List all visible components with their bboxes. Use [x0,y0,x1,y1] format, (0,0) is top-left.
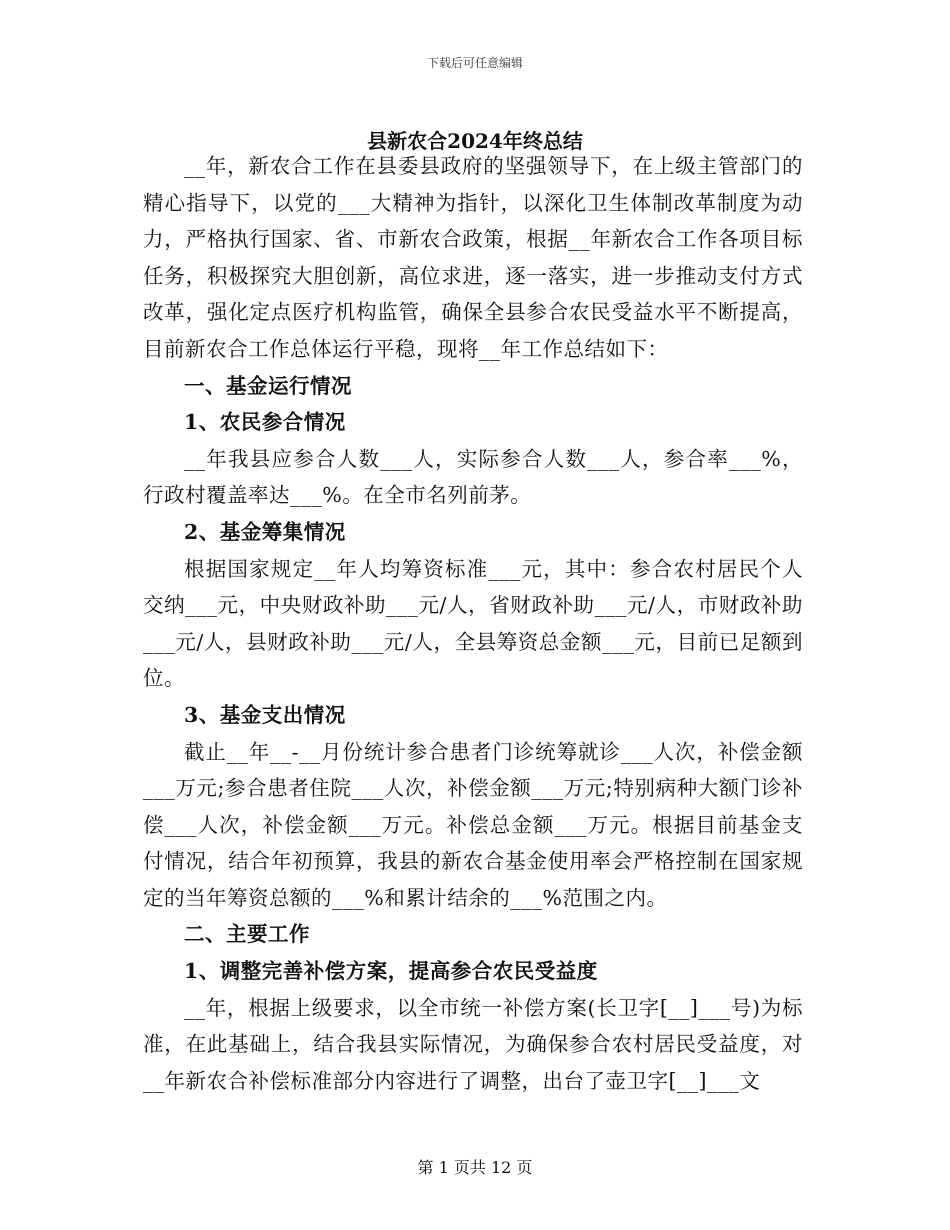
subsection-heading-fundraising: 2、基金筹集情况 [184,519,346,544]
participation-paragraph: __年我县应参合人数___人，实际参合人数___人，参合率___%，行政村覆盖率达___%。在全市名列前茅。 [143,446,803,508]
subsection-heading-expenditure: 3、基金支出情况 [184,702,346,727]
intro-paragraph: __年，新农合工作在县委县政府的坚强领导下，在上级主管部门的精心指导下，以党的___大精神为指针，以深化卫生体制改革制度为动力，严格执行国家、省、市新农合政策，根据__年新农合工作各项目标任务，积极探究大胆创新，高位求进，逐一落实，进一步推动支付方式改革，强化定点医疗机构监管，确保全县参合农民受益水平不断提高，目前新农合工作总体运行平稳，现将__年工作总结如下： [143,154,803,361]
subsection-heading-compensation: 1、调整完善补偿方案，提高参合农民受益度 [184,959,598,984]
document-body [143,148,803,1099]
fundraising-paragraph: 根据国家规定__年人均筹资标准___元，其中：参合农村居民个人交纳___元，中央财政补助___元/人，省财政补助___元/人，市财政补助___元/人，县财政补助___元/人，全县筹资总金额___元，目前已足额到位。 [143,556,803,691]
expenditure-paragraph: 截止__年__-__月份统计参合患者门诊统筹就诊___人次，补偿金额___万元;参合患者住院___人次，补偿金额___万元;特别病种大额门诊补偿___人次，补偿金额___万元。补偿总金额___万元。根据目前基金支付情况，结合年初预算，我县的新农合基金使用率会严格控制在国家规定的当年筹资总额的___%和累计结余的___%范围之内。 [143,739,803,910]
page-footer: 第 1 页共 12 页 [417,1158,533,1177]
page-header: 下载后可任意编辑 [426,56,523,70]
section-heading-main-work: 二、主要工作 [184,922,310,947]
section-heading-fund-operation: 一、基金运行情况 [184,373,352,398]
subsection-heading-participation: 1、农民参合情况 [184,410,346,435]
compensation-paragraph: __年，根据上级要求，以全市统一补偿方案(长卫字[__]___号)为标准，在此基础上，结合我县实际情况，为确保参合农村居民受益度，对__年新农合补偿标准部分内容进行了调整，出台了壶卫字[__]___文 [143,995,803,1093]
document-title: 县新农合2024年终总结 [367,129,583,154]
